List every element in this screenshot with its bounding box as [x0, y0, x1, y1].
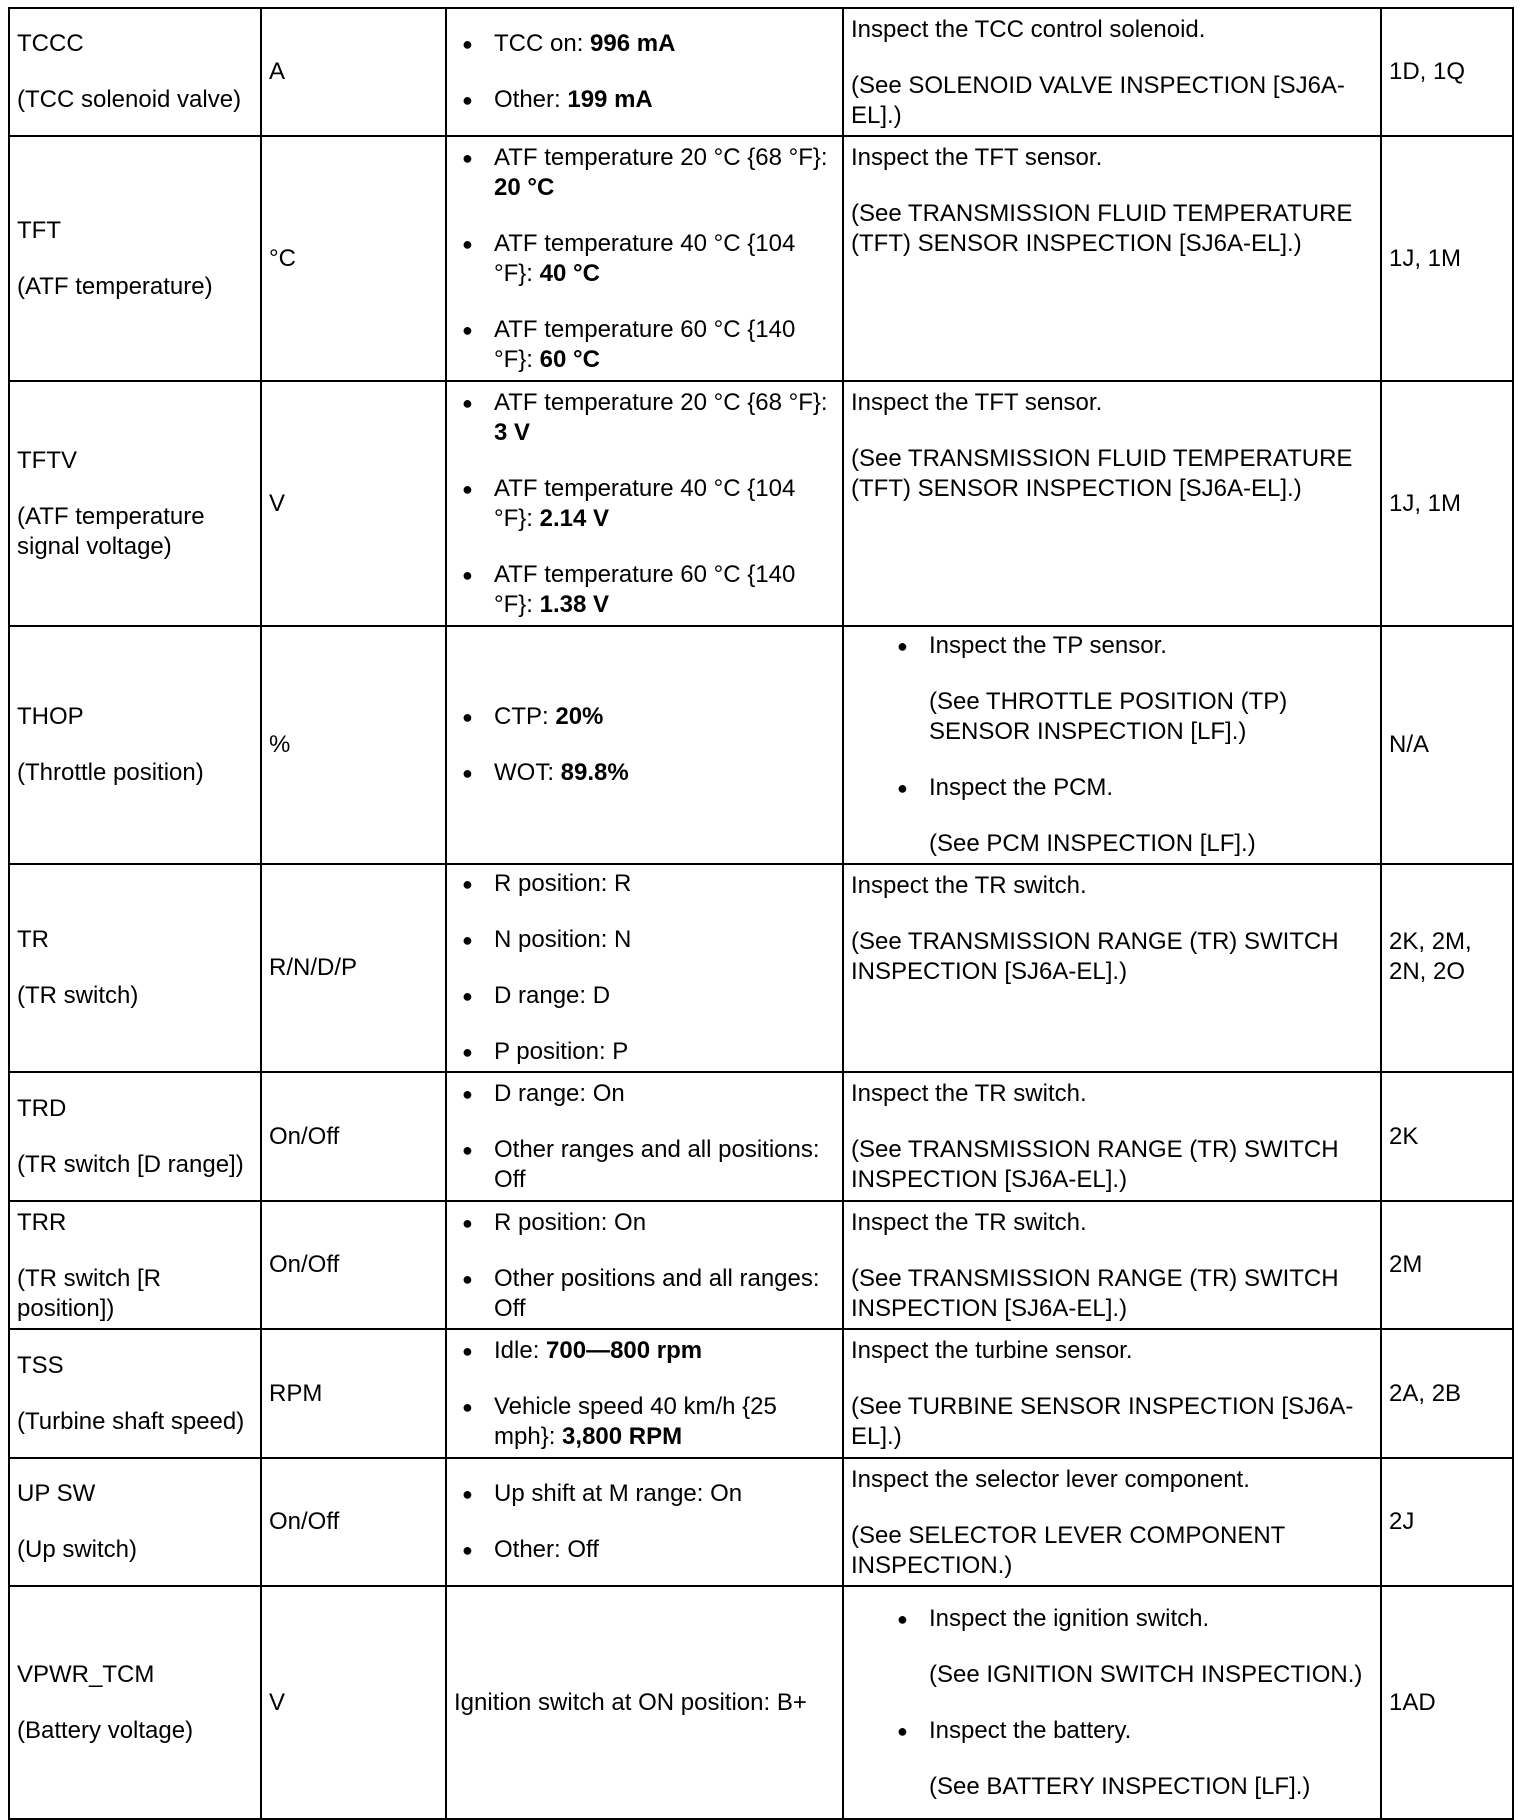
pid-description: (ATF temperature signal voltage)	[17, 502, 205, 560]
terminal-cell: 1AD	[1381, 1586, 1513, 1819]
pid-description: (TCC solenoid valve)	[17, 86, 242, 113]
reference-link[interactable]: (See BATTERY INSPECTION [LF].)	[929, 1772, 1311, 1800]
pid-description: (Turbine shaft speed)	[17, 1407, 245, 1435]
pid-name: TSS	[17, 1351, 64, 1379]
pid-description: (Up switch)	[17, 1536, 138, 1563]
pid-monitor-table	[8, 7, 1514, 1820]
terminal-cell: 2A, 2B	[1381, 1329, 1513, 1458]
condition-item: ● Idle: 700—800 rpm	[454, 1336, 835, 1366]
unit-cell: %	[261, 626, 446, 864]
table-row	[9, 381, 1513, 626]
pid-description: (TR switch)	[17, 982, 139, 1009]
action-cell	[843, 626, 1381, 864]
pid-name: TFT	[17, 216, 61, 244]
pid-cell	[9, 626, 261, 864]
reference-link[interactable]: (See TRANSMISSION RANGE (TR) SWITCH INSPECTION [SJ6A-EL].)	[851, 1136, 1339, 1193]
action-cell	[843, 1201, 1381, 1329]
condition-item: ● Vehicle speed 40 km/h {25 mph}: 3,800 RPM	[454, 1392, 835, 1452]
pid-name: TCCC	[17, 30, 84, 57]
condition-item: ● D range: D	[454, 981, 835, 1011]
reference-link[interactable]: (See TRANSMISSION RANGE (TR) SWITCH INSPECTION [SJ6A-EL].)	[851, 1265, 1339, 1322]
action-text: Inspect the turbine sensor.	[851, 1337, 1133, 1364]
table-row	[9, 136, 1513, 381]
pid-cell	[9, 1586, 261, 1819]
action-cell	[843, 136, 1381, 381]
action-cell	[843, 1586, 1381, 1819]
pid-description: (Throttle position)	[17, 759, 204, 786]
reference-link[interactable]: (See PCM INSPECTION [LF].)	[929, 830, 1256, 857]
unit-cell: V	[261, 381, 446, 626]
terminal-cell: 2J	[1381, 1458, 1513, 1586]
pid-name: TR	[17, 926, 49, 953]
action-text: Inspect the TFT sensor.	[851, 144, 1103, 171]
condition-item: ● ATF temperature 20 °C {68 °F}: 3 V	[454, 388, 835, 448]
condition-cell	[446, 1201, 843, 1329]
table-row	[9, 626, 1513, 864]
unit-cell: RPM	[261, 1329, 446, 1458]
unit-cell: A	[261, 8, 446, 136]
terminal-cell: 1J, 1M	[1381, 381, 1513, 626]
action-item: ● Inspect the TP sensor. (See THROTTLE POSITION (TP) SENSOR INSPECTION [LF].)	[889, 631, 1373, 747]
pid-name: VPWR_TCM	[17, 1660, 155, 1688]
reference-link[interactable]: (See THROTTLE POSITION (TP) SENSOR INSPECTION [LF].)	[929, 688, 1288, 745]
reference-link[interactable]: (See TRANSMISSION RANGE (TR) SWITCH INSPECTION [SJ6A-EL].)	[851, 928, 1339, 985]
unit-cell: °C	[261, 136, 446, 381]
condition-item: ● ATF temperature 60 °C {140 °F}: 60 °C	[454, 315, 835, 375]
terminal-cell: N/A	[1381, 626, 1513, 864]
condition-cell	[446, 381, 843, 626]
pid-name: UP SW	[17, 1480, 96, 1507]
terminal-cell: 2K	[1381, 1072, 1513, 1201]
table-row	[9, 1201, 1513, 1329]
action-cell	[843, 1072, 1381, 1201]
pid-cell	[9, 381, 261, 626]
reference-link[interactable]: (See SELECTOR LEVER COMPONENT INSPECTION.)	[851, 1522, 1285, 1579]
condition-item: ● Other: 199 mA	[454, 85, 835, 115]
condition-item: ● P position: P	[454, 1037, 835, 1067]
pid-name: TRD	[17, 1094, 67, 1122]
table-row	[9, 1072, 1513, 1201]
pid-description: (Battery voltage)	[17, 1716, 194, 1744]
pid-cell	[9, 136, 261, 381]
action-text: Inspect the selector lever component.	[851, 1466, 1250, 1493]
reference-link[interactable]: (See IGNITION SWITCH INSPECTION.)	[929, 1660, 1363, 1688]
pid-name: TRR	[17, 1209, 67, 1236]
unit-cell: On/Off	[261, 1201, 446, 1329]
action-item: ● Inspect the ignition switch. (See IGNITION SWITCH INSPECTION.)	[889, 1604, 1373, 1690]
action-text: Inspect the TR switch.	[851, 1080, 1087, 1107]
condition-item: ● Other: Off	[454, 1535, 835, 1565]
pid-description: (TR switch [R position])	[17, 1265, 161, 1322]
pid-cell	[9, 1201, 261, 1329]
action-text: Inspect the TR switch.	[851, 1209, 1087, 1236]
condition-cell	[446, 1458, 843, 1586]
action-cell	[843, 1458, 1381, 1586]
condition-item: ● R position: R	[454, 869, 835, 899]
action-cell	[843, 1329, 1381, 1458]
condition-cell	[446, 626, 843, 864]
action-item: ● Inspect the battery. (See BATTERY INSPECTION [LF].)	[889, 1716, 1373, 1802]
pid-name: THOP	[17, 703, 84, 730]
condition-cell	[446, 136, 843, 381]
unit-cell: On/Off	[261, 1072, 446, 1201]
condition-item: ● ATF temperature 20 °C {68 °F}: 20 °C	[454, 143, 835, 203]
reference-link[interactable]: (See TRANSMISSION FLUID TEMPERATURE (TFT) SENSOR INSPECTION [SJ6A-EL].)	[851, 445, 1353, 502]
pid-description: (TR switch [D range])	[17, 1150, 244, 1178]
terminal-cell: 1J, 1M	[1381, 136, 1513, 381]
condition-item: ● Other positions and all ranges: Off	[454, 1264, 835, 1324]
reference-link[interactable]: (See TRANSMISSION FLUID TEMPERATURE (TFT) SENSOR INSPECTION [SJ6A-EL].)	[851, 200, 1353, 257]
table-row	[9, 8, 1513, 136]
condition-item: ● TCC on: 996 mA	[454, 29, 835, 59]
condition-item: ● Up shift at M range: On	[454, 1479, 835, 1509]
reference-link[interactable]: (See SOLENOID VALVE INSPECTION [SJ6A-EL].)	[851, 72, 1345, 129]
terminal-cell: 1D, 1Q	[1381, 8, 1513, 136]
condition-item: ● ATF temperature 60 °C {140 °F}: 1.38 V	[454, 560, 835, 620]
action-text: Inspect the TCC control solenoid.	[851, 16, 1206, 43]
action-cell	[843, 381, 1381, 626]
action-cell	[843, 8, 1381, 136]
pid-name: TFTV	[17, 446, 77, 474]
pid-cell	[9, 1072, 261, 1201]
action-item: ● Inspect the PCM. (See PCM INSPECTION [LF].)	[889, 773, 1373, 859]
condition-item: ● WOT: 89.8%	[454, 758, 835, 788]
condition-cell	[446, 864, 843, 1072]
terminal-cell: 2M	[1381, 1201, 1513, 1329]
condition-item: ● N position: N	[454, 925, 835, 955]
unit-cell: V	[261, 1586, 446, 1819]
condition-item: ● CTP: 20%	[454, 702, 835, 732]
condition-item: ● D range: On	[454, 1079, 835, 1109]
action-cell	[843, 864, 1381, 1072]
table-row	[9, 1329, 1513, 1458]
action-text: Inspect the TR switch.	[851, 872, 1087, 899]
table-row	[9, 1458, 1513, 1586]
table-row	[9, 864, 1513, 1072]
condition-cell	[446, 1072, 843, 1201]
condition-item: ● R position: On	[454, 1208, 835, 1238]
condition-item: ● ATF temperature 40 °C {104 °F}: 40 °C	[454, 229, 835, 289]
pid-cell	[9, 864, 261, 1072]
condition-cell: Ignition switch at ON position: B+	[446, 1586, 843, 1819]
unit-cell: On/Off	[261, 1458, 446, 1586]
action-text: Inspect the TFT sensor.	[851, 389, 1103, 416]
condition-item: ● Other ranges and all positions: Off	[454, 1135, 835, 1195]
terminal-cell: 2K, 2M, 2N, 2O	[1381, 864, 1513, 1072]
condition-item: ● ATF temperature 40 °C {104 °F}: 2.14 V	[454, 474, 835, 534]
table-row	[9, 1586, 1513, 1819]
reference-link[interactable]: (See TURBINE SENSOR INSPECTION [SJ6A-EL].)	[851, 1393, 1354, 1450]
pid-cell	[9, 1458, 261, 1586]
pid-description: (ATF temperature)	[17, 272, 213, 300]
condition-cell	[446, 1329, 843, 1458]
pid-cell	[9, 8, 261, 136]
condition-cell	[446, 8, 843, 136]
pid-cell	[9, 1329, 261, 1458]
unit-cell: R/N/D/P	[261, 864, 446, 1072]
